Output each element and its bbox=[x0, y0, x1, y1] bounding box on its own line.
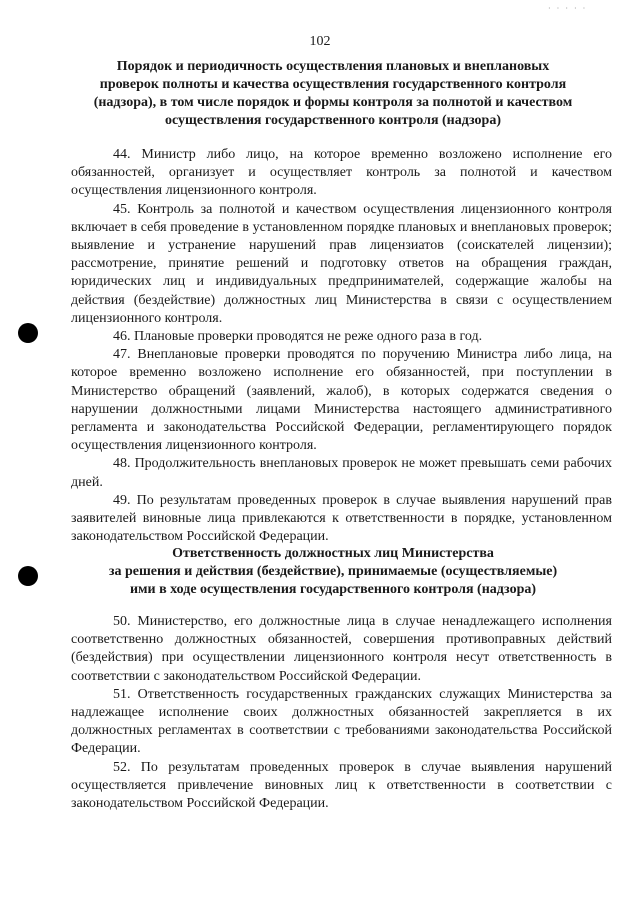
heading-line: Ответственность должностных лиц Министерства bbox=[172, 546, 494, 561]
paragraph-49: 49. По результатам проведенных проверок в случае выявления нарушений прав заявителей виновные лица привлекаются к ответственности в порядке, установленном законодательством Российской Федерации. bbox=[71, 492, 612, 545]
paragraph-44: 44. Министр либо лицо, на которое временно возложено исполнение его обязанностей, организует и осуществляет контроль за полнотой и качеством осуществления лицензионного контроля. bbox=[71, 147, 612, 199]
heading-line: ими в ходе осуществления государственного контроля (надзора) bbox=[129, 582, 537, 597]
paragraph-47: 47. Внеплановые проверки проводятся по поручению Министра либо лица, на которое временно возложено исполнение его обязанностей, при поступлении в Министерство обращений (заявлений, жалоб), в которых содержатся сведения о нарушении должностными лицами Министерства настоящего административного регламента и законодательства Российской Федерации, регламентирующего порядок осуществления лицензионного контроля. bbox=[71, 347, 612, 454]
binder-hole bbox=[18, 323, 38, 343]
paragraph-51: 51. Ответственность государственных гражданских служащих Министерства за надлежащее исполнение своих должностных обязанностей закрепляется в их должностных регламентах в соответствии с требованиями законодательства Российской Федерации. bbox=[71, 686, 612, 757]
section-body-responsibility bbox=[71, 613, 612, 813]
paragraph-52: 52. По результатам проведенных проверок в случае выявления нарушений осуществляется привлечение виновных лиц к ответственности в соответствии с законодательством Российской Федерации. bbox=[71, 759, 612, 812]
paragraph-50: 50. Министерство, его должностные лица в случае ненадлежащего исполнения соответственно должностных обязанностей, совершения противоправных действий (бездействия) при осуществлении лицензионного контроля несут ответственность в соответствии с законодательством Российской Федерации. bbox=[71, 614, 612, 684]
paragraph-46: 46. Плановые проверки проводятся не реже одного раза в год. bbox=[113, 329, 483, 345]
section-body-inspections bbox=[71, 146, 612, 546]
heading-line: проверок полноты и качества осуществления государственного контроля bbox=[99, 77, 567, 92]
heading-line: осуществления государственного контроля (надзора) bbox=[164, 113, 501, 128]
section-heading-inspections bbox=[60, 58, 606, 130]
scan-noise: · · · · · bbox=[548, 4, 588, 13]
page-number: 102 bbox=[309, 34, 331, 49]
heading-line: Порядок и периодичность осуществления плановых и внеплановых bbox=[116, 59, 550, 74]
heading-line: за решения и действия (бездействие), принимаемые (осуществляемые) bbox=[108, 564, 558, 579]
paragraph-48: 48. Продолжительность внеплановых проверок не может превышать семи рабочих дней. bbox=[71, 456, 612, 490]
heading-line: (надзора), в том числе порядок и формы контроля за полнотой и качеством bbox=[93, 95, 573, 110]
section-heading-responsibility bbox=[60, 545, 606, 599]
paragraph-45: 45. Контроль за полнотой и качеством осуществления лицензионного контроля включает в себя проведение в установленном порядке плановых и внеплановых проверок; выявление и устранение нарушений прав лицензиатов (соискателей лицензии); рассмотрение, принятие решений и подготовку ответов на обращения граждан, юридических лиц и индивидуальных предпринимателей, содержащие жалобы на действия (бездействие) должностных лиц Министерства в связи с осуществлением лицензионного контроля. bbox=[71, 201, 612, 326]
binder-hole bbox=[18, 566, 38, 586]
